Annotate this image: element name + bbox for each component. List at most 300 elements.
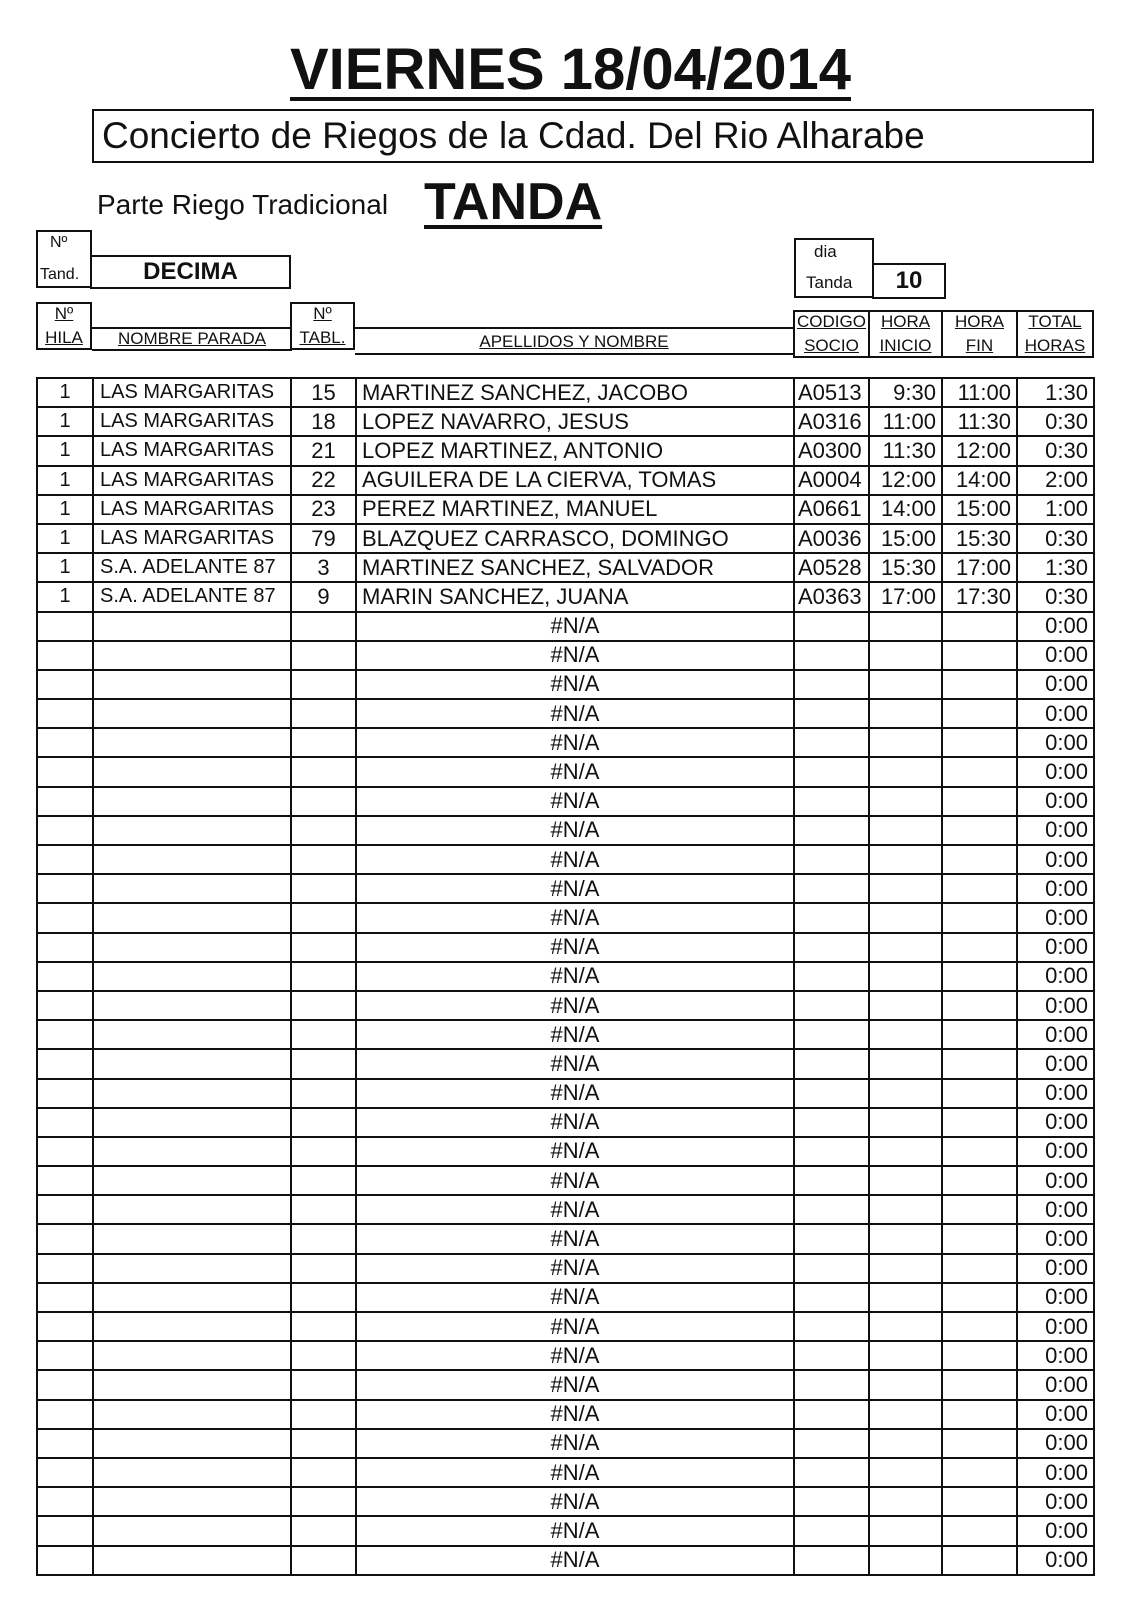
cell-hora-inicio <box>869 787 942 816</box>
irrigation-table <box>36 377 1095 1576</box>
col-header-total <box>1016 310 1094 358</box>
cell-codigo <box>794 1195 869 1224</box>
tanda-heading: TANDA <box>424 173 603 231</box>
cell-codigo <box>794 1079 869 1108</box>
cell-nombre: MARTINEZ SANCHEZ, SALVADOR <box>356 553 794 582</box>
cell-nombre: BLAZQUEZ CARRASCO, DOMINGO <box>356 524 794 553</box>
cell-hora-inicio <box>869 1108 942 1137</box>
cell-codigo: A0004 <box>794 466 869 495</box>
cell-nombre: #N/A <box>356 962 794 991</box>
cell-total-horas: 0:30 <box>1017 407 1094 436</box>
cell-hora-inicio <box>869 1020 942 1049</box>
table-row <box>37 612 1094 641</box>
table-row <box>37 1224 1094 1253</box>
cell-tabl <box>291 845 356 874</box>
cell-hila <box>37 1166 93 1195</box>
cell-codigo: A0036 <box>794 524 869 553</box>
cell-nombre: AGUILERA DE LA CIERVA, TOMAS <box>356 466 794 495</box>
cell-hora-fin <box>942 1312 1017 1341</box>
cell-codigo <box>794 1108 869 1137</box>
cell-hora-inicio <box>869 1516 942 1545</box>
cell-nombre: #N/A <box>356 1341 794 1370</box>
cell-hora-fin <box>942 641 1017 670</box>
table-row <box>37 816 1094 845</box>
cell-parada <box>93 1254 291 1283</box>
table-row <box>37 1487 1094 1516</box>
cell-hora-inicio <box>869 1079 942 1108</box>
cell-codigo: A0513 <box>794 378 869 407</box>
cell-hora-inicio <box>869 1458 942 1487</box>
cell-hila <box>37 787 93 816</box>
cell-codigo: A0300 <box>794 436 869 465</box>
cell-hora-inicio <box>869 1137 942 1166</box>
cell-tabl <box>291 612 356 641</box>
cell-hora-fin <box>942 1516 1017 1545</box>
cell-codigo <box>794 1546 869 1575</box>
cell-hora-fin: 14:00 <box>942 466 1017 495</box>
cell-parada: LAS MARGARITAS <box>93 524 291 553</box>
n-tanda-label-1: Nº <box>50 234 68 251</box>
cell-hila: 1 <box>37 582 93 611</box>
cell-total-horas: 0:00 <box>1017 1370 1094 1399</box>
cell-nombre: #N/A <box>356 1108 794 1137</box>
cell-parada <box>93 1166 291 1195</box>
cell-nombre: #N/A <box>356 1195 794 1224</box>
cell-codigo: A0528 <box>794 553 869 582</box>
table-row <box>37 641 1094 670</box>
cell-codigo <box>794 757 869 786</box>
cell-hora-inicio <box>869 1370 942 1399</box>
col-header-nombre <box>355 327 793 355</box>
table-row <box>37 495 1094 524</box>
cell-total-horas: 0:00 <box>1017 903 1094 932</box>
cell-codigo <box>794 1224 869 1253</box>
cell-nombre: #N/A <box>356 991 794 1020</box>
cell-hora-fin <box>942 787 1017 816</box>
cell-hila <box>37 991 93 1020</box>
cell-hora-inicio <box>869 1254 942 1283</box>
cell-tabl <box>291 1137 356 1166</box>
cell-tabl: 21 <box>291 436 356 465</box>
cell-nombre: LOPEZ MARTINEZ, ANTONIO <box>356 436 794 465</box>
cell-hila <box>37 1546 93 1575</box>
cell-hila <box>37 1224 93 1253</box>
table-row <box>37 407 1094 436</box>
cell-hila: 1 <box>37 466 93 495</box>
col-codigo-line-2: SOCIO <box>804 336 859 355</box>
cell-hora-inicio <box>869 1312 942 1341</box>
cell-hila <box>37 1341 93 1370</box>
table-row <box>37 1079 1094 1108</box>
table-row <box>37 845 1094 874</box>
cell-tabl <box>291 787 356 816</box>
cell-parada: LAS MARGARITAS <box>93 495 291 524</box>
cell-tabl: 23 <box>291 495 356 524</box>
cell-tabl: 3 <box>291 553 356 582</box>
cell-hila: 1 <box>37 495 93 524</box>
cell-nombre: #N/A <box>356 612 794 641</box>
cell-hora-inicio <box>869 670 942 699</box>
cell-hora-fin <box>942 903 1017 932</box>
cell-nombre: #N/A <box>356 1400 794 1429</box>
cell-parada <box>93 1312 291 1341</box>
cell-codigo <box>794 787 869 816</box>
cell-hora-fin <box>942 1487 1017 1516</box>
cell-total-horas: 0:00 <box>1017 1546 1094 1575</box>
cell-hora-inicio <box>869 845 942 874</box>
col-codigo-line-1: CODIGO <box>797 312 866 331</box>
col-nombre-label: APELLIDOS Y NOMBRE <box>479 332 669 351</box>
cell-hora-inicio <box>869 1283 942 1312</box>
cell-nombre: MARIN SANCHEZ, JUANA <box>356 582 794 611</box>
cell-total-horas: 0:00 <box>1017 1224 1094 1253</box>
cell-tabl <box>291 903 356 932</box>
cell-hora-fin <box>942 1254 1017 1283</box>
cell-parada <box>93 1429 291 1458</box>
cell-total-horas: 0:00 <box>1017 787 1094 816</box>
cell-total-horas: 0:00 <box>1017 1020 1094 1049</box>
cell-hila <box>37 1020 93 1049</box>
cell-total-horas: 0:00 <box>1017 1108 1094 1137</box>
cell-total-horas: 0:00 <box>1017 1166 1094 1195</box>
table-row <box>37 378 1094 407</box>
cell-hora-fin <box>942 816 1017 845</box>
tanda-value: DECIMA <box>90 255 291 289</box>
cell-parada <box>93 670 291 699</box>
cell-codigo <box>794 1487 869 1516</box>
cell-hora-inicio <box>869 903 942 932</box>
cell-codigo <box>794 903 869 932</box>
cell-tabl <box>291 1370 356 1399</box>
cell-parada <box>93 1137 291 1166</box>
cell-nombre: MARTINEZ SANCHEZ, JACOBO <box>356 378 794 407</box>
cell-tabl <box>291 641 356 670</box>
cell-hora-fin <box>942 874 1017 903</box>
cell-hila <box>37 903 93 932</box>
cell-hila <box>37 1049 93 1078</box>
cell-total-horas: 0:00 <box>1017 1137 1094 1166</box>
cell-nombre: #N/A <box>356 874 794 903</box>
cell-total-horas: 0:00 <box>1017 1312 1094 1341</box>
n-tanda-label-2: Tand. <box>40 266 80 283</box>
cell-hora-fin <box>942 1341 1017 1370</box>
table-row <box>37 1108 1094 1137</box>
table-row <box>37 466 1094 495</box>
cell-hora-inicio <box>869 1049 942 1078</box>
cell-total-horas: 0:00 <box>1017 728 1094 757</box>
cell-nombre: #N/A <box>356 1049 794 1078</box>
cell-hila: 1 <box>37 553 93 582</box>
col-fin-line-2: FIN <box>965 336 994 355</box>
cell-hila: 1 <box>37 407 93 436</box>
table-row <box>37 1458 1094 1487</box>
cell-total-horas: 0:00 <box>1017 874 1094 903</box>
cell-hila <box>37 1370 93 1399</box>
table-row <box>37 1312 1094 1341</box>
cell-codigo <box>794 1049 869 1078</box>
table-row <box>37 728 1094 757</box>
cell-hora-fin <box>942 933 1017 962</box>
cell-codigo: A0316 <box>794 407 869 436</box>
cell-hora-inicio: 15:30 <box>869 553 942 582</box>
cell-hila: 1 <box>37 524 93 553</box>
table-row <box>37 757 1094 786</box>
cell-hora-fin <box>942 1020 1017 1049</box>
cell-codigo <box>794 1312 869 1341</box>
cell-parada <box>93 991 291 1020</box>
cell-hora-fin <box>942 1224 1017 1253</box>
cell-parada <box>93 1516 291 1545</box>
cell-hora-inicio <box>869 962 942 991</box>
cell-total-horas: 0:00 <box>1017 1079 1094 1108</box>
cell-total-horas: 2:00 <box>1017 466 1094 495</box>
cell-hora-fin: 17:30 <box>942 582 1017 611</box>
cell-hila <box>37 1079 93 1108</box>
col-total-line-1: TOTAL <box>1028 312 1082 331</box>
cell-hora-fin <box>942 670 1017 699</box>
cell-total-horas: 0:00 <box>1017 1049 1094 1078</box>
cell-tabl <box>291 1312 356 1341</box>
col-inicio-line-2: INICIO <box>879 336 932 355</box>
cell-tabl <box>291 874 356 903</box>
cell-total-horas: 0:00 <box>1017 1458 1094 1487</box>
col-total-line-2: HORAS <box>1024 336 1086 355</box>
col-header-parada <box>92 327 292 351</box>
cell-total-horas: 0:00 <box>1017 1283 1094 1312</box>
cell-parada <box>93 1458 291 1487</box>
cell-nombre: #N/A <box>356 1546 794 1575</box>
cell-parada <box>93 1224 291 1253</box>
dia-label-1: dia <box>814 242 837 261</box>
col-inicio-line-1: HORA <box>880 312 931 331</box>
cell-hora-inicio <box>869 757 942 786</box>
cell-hora-inicio <box>869 641 942 670</box>
cell-hila <box>37 1283 93 1312</box>
cell-parada <box>93 641 291 670</box>
cell-hora-fin <box>942 1108 1017 1137</box>
cell-parada: LAS MARGARITAS <box>93 466 291 495</box>
table-row <box>37 962 1094 991</box>
cell-nombre: #N/A <box>356 1312 794 1341</box>
cell-hora-fin: 12:00 <box>942 436 1017 465</box>
cell-parada <box>93 903 291 932</box>
cell-tabl: 15 <box>291 378 356 407</box>
table-row <box>37 553 1094 582</box>
cell-tabl <box>291 962 356 991</box>
col-hila-line-1: Nº <box>54 304 74 323</box>
cell-parada <box>93 962 291 991</box>
cell-hora-fin: 11:30 <box>942 407 1017 436</box>
cell-hila: 1 <box>37 378 93 407</box>
cell-codigo <box>794 1458 869 1487</box>
cell-tabl <box>291 757 356 786</box>
col-header-fin <box>941 310 1018 358</box>
table-row <box>37 699 1094 728</box>
cell-nombre: #N/A <box>356 903 794 932</box>
table-row <box>37 1195 1094 1224</box>
cell-hora-inicio <box>869 728 942 757</box>
cell-hora-inicio <box>869 699 942 728</box>
cell-hila <box>37 874 93 903</box>
cell-hora-fin <box>942 699 1017 728</box>
cell-nombre: #N/A <box>356 787 794 816</box>
cell-codigo: A0363 <box>794 582 869 611</box>
cell-tabl <box>291 1195 356 1224</box>
cell-hila <box>37 728 93 757</box>
cell-parada <box>93 816 291 845</box>
cell-hora-fin <box>942 1137 1017 1166</box>
table-row <box>37 436 1094 465</box>
cell-hora-inicio <box>869 612 942 641</box>
cell-parada <box>93 1195 291 1224</box>
cell-total-horas: 0:00 <box>1017 670 1094 699</box>
cell-codigo <box>794 1400 869 1429</box>
cell-tabl <box>291 728 356 757</box>
table-row <box>37 1166 1094 1195</box>
cell-hora-fin <box>942 1079 1017 1108</box>
cell-total-horas: 1:30 <box>1017 553 1094 582</box>
cell-parada <box>93 1487 291 1516</box>
table-row <box>37 1283 1094 1312</box>
cell-total-horas: 0:00 <box>1017 962 1094 991</box>
cell-hila <box>37 1400 93 1429</box>
cell-tabl <box>291 933 356 962</box>
cell-total-horas: 0:00 <box>1017 641 1094 670</box>
cell-hora-inicio <box>869 1487 942 1516</box>
cell-codigo <box>794 728 869 757</box>
cell-parada <box>93 728 291 757</box>
cell-codigo <box>794 670 869 699</box>
cell-parada <box>93 787 291 816</box>
dia-label-2: Tanda <box>806 273 853 292</box>
cell-tabl <box>291 1049 356 1078</box>
cell-hora-inicio <box>869 1166 942 1195</box>
cell-hora-fin <box>942 991 1017 1020</box>
cell-parada <box>93 1108 291 1137</box>
page-title: VIERNES 18/04/2014 <box>289 37 852 102</box>
cell-tabl: 22 <box>291 466 356 495</box>
cell-hora-fin <box>942 1049 1017 1078</box>
cell-tabl <box>291 1546 356 1575</box>
cell-hila <box>37 1487 93 1516</box>
cell-tabl <box>291 1020 356 1049</box>
table-row <box>37 1429 1094 1458</box>
cell-total-horas: 0:30 <box>1017 582 1094 611</box>
cell-total-horas: 0:30 <box>1017 436 1094 465</box>
cell-total-horas: 0:00 <box>1017 816 1094 845</box>
cell-hora-fin <box>942 1166 1017 1195</box>
cell-tabl: 79 <box>291 524 356 553</box>
cell-hora-inicio <box>869 816 942 845</box>
cell-total-horas: 0:00 <box>1017 1516 1094 1545</box>
col-header-inicio <box>868 310 943 358</box>
cell-codigo <box>794 1341 869 1370</box>
cell-hila <box>37 816 93 845</box>
cell-parada <box>93 1049 291 1078</box>
table-row <box>37 787 1094 816</box>
cell-nombre: #N/A <box>356 1020 794 1049</box>
organization-name: Concierto de Riegos de la Cdad. Del Rio Alharabe <box>92 109 1094 163</box>
cell-nombre: #N/A <box>356 699 794 728</box>
cell-hila <box>37 1312 93 1341</box>
cell-codigo <box>794 612 869 641</box>
table-row <box>37 1546 1094 1575</box>
cell-hila <box>37 699 93 728</box>
cell-nombre: #N/A <box>356 1516 794 1545</box>
cell-total-horas: 0:00 <box>1017 991 1094 1020</box>
cell-hora-fin <box>942 757 1017 786</box>
cell-parada <box>93 1546 291 1575</box>
cell-nombre: #N/A <box>356 1458 794 1487</box>
cell-nombre: #N/A <box>356 1224 794 1253</box>
cell-nombre: #N/A <box>356 670 794 699</box>
cell-hora-inicio: 11:30 <box>869 436 942 465</box>
cell-nombre: #N/A <box>356 1487 794 1516</box>
cell-tabl <box>291 1224 356 1253</box>
cell-hora-inicio <box>869 933 942 962</box>
cell-nombre: #N/A <box>356 1254 794 1283</box>
cell-hila: 1 <box>37 436 93 465</box>
cell-hila <box>37 641 93 670</box>
cell-codigo <box>794 1137 869 1166</box>
cell-total-horas: 0:00 <box>1017 1400 1094 1429</box>
cell-total-horas: 1:30 <box>1017 378 1094 407</box>
cell-total-horas: 0:00 <box>1017 612 1094 641</box>
cell-tabl: 9 <box>291 582 356 611</box>
cell-nombre: PEREZ MARTINEZ, MANUEL <box>356 495 794 524</box>
cell-hora-inicio <box>869 1195 942 1224</box>
cell-nombre: #N/A <box>356 641 794 670</box>
cell-hila <box>37 845 93 874</box>
cell-tabl <box>291 1429 356 1458</box>
cell-hila <box>37 1458 93 1487</box>
cell-tabl <box>291 1283 356 1312</box>
cell-parada <box>93 1400 291 1429</box>
table-row <box>37 1341 1094 1370</box>
table-row <box>37 1020 1094 1049</box>
cell-total-horas: 0:00 <box>1017 757 1094 786</box>
col-hila-line-2: HILA <box>45 328 83 347</box>
cell-hila <box>37 757 93 786</box>
cell-parada <box>93 1341 291 1370</box>
cell-tabl <box>291 816 356 845</box>
cell-codigo <box>794 1166 869 1195</box>
cell-parada: LAS MARGARITAS <box>93 407 291 436</box>
cell-hora-inicio: 9:30 <box>869 378 942 407</box>
cell-nombre: #N/A <box>356 728 794 757</box>
cell-hora-fin <box>942 1546 1017 1575</box>
cell-codigo <box>794 991 869 1020</box>
cell-codigo <box>794 933 869 962</box>
cell-hila <box>37 612 93 641</box>
cell-hora-inicio <box>869 991 942 1020</box>
cell-hora-fin <box>942 612 1017 641</box>
cell-codigo <box>794 874 869 903</box>
cell-parada <box>93 699 291 728</box>
cell-total-horas: 0:00 <box>1017 1195 1094 1224</box>
cell-hora-fin <box>942 1283 1017 1312</box>
cell-total-horas: 0:30 <box>1017 524 1094 553</box>
cell-parada: S.A. ADELANTE 87 <box>93 553 291 582</box>
cell-hora-fin <box>942 1400 1017 1429</box>
cell-tabl <box>291 1079 356 1108</box>
cell-codigo <box>794 816 869 845</box>
cell-hora-fin <box>942 728 1017 757</box>
cell-codigo <box>794 1254 869 1283</box>
n-tanda-label-box <box>36 230 92 288</box>
col-header-codigo <box>793 310 870 358</box>
table-row <box>37 524 1094 553</box>
